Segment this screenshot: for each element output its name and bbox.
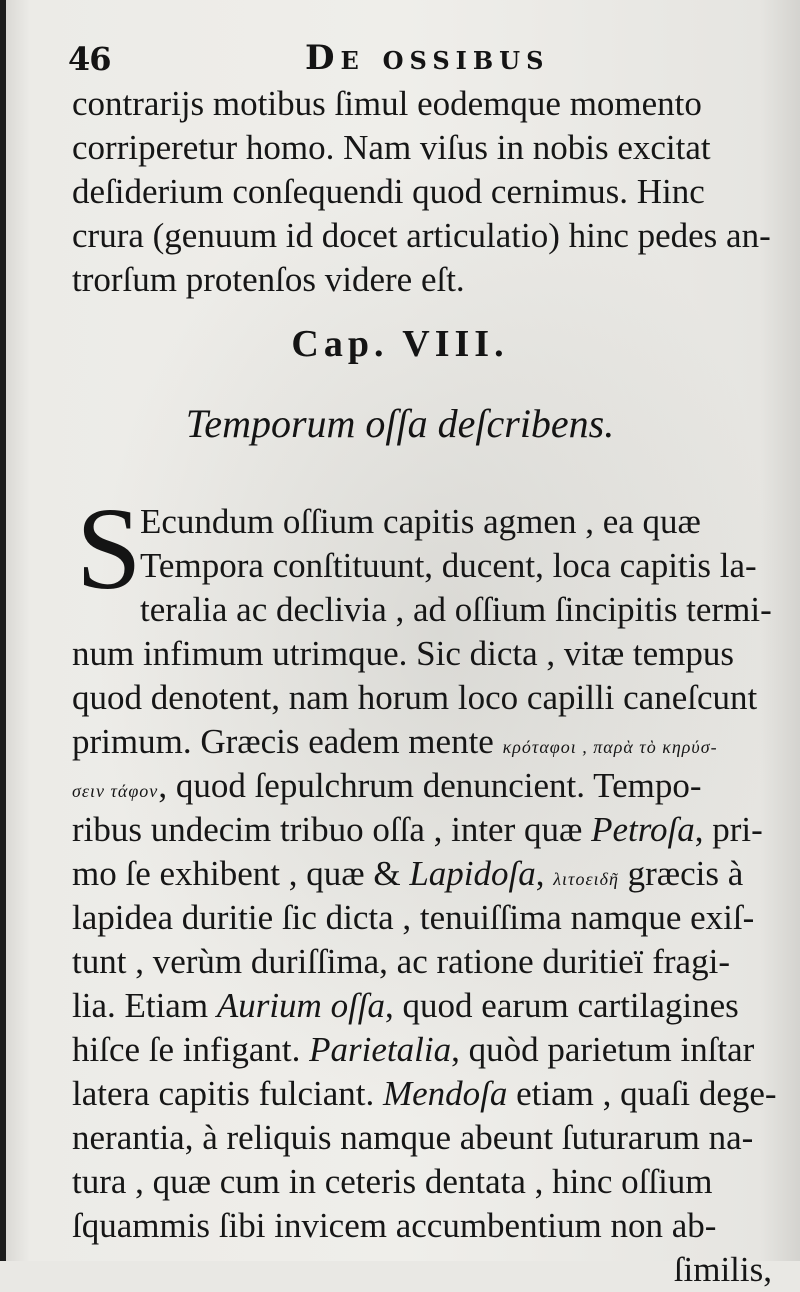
greek-text: λιτοειδῆ xyxy=(553,869,619,889)
text-run: , quod earum cartilagines xyxy=(385,986,739,1025)
term-petrosa: Petroſa xyxy=(591,810,695,849)
text-line: deſiderium conſequendi quod cernimus. Hinc xyxy=(72,172,705,211)
text-line xyxy=(72,764,772,808)
term-aurium: Aurium oſſa xyxy=(216,986,386,1025)
text-line: ſquammis ſibi invicem accumbentium non ab- xyxy=(72,1206,717,1245)
text-run: hiſce ſe infigant. xyxy=(72,1030,310,1069)
text-line: contrarijs motibus ſimul eodemque momento xyxy=(72,84,702,123)
text-run: , pri- xyxy=(694,810,763,849)
greek-text: κρόταφοι , παρὰ τὸ κηρύσ- xyxy=(502,737,718,757)
text-run: latera capitis fulciant. xyxy=(72,1074,383,1113)
text-line: Ecundum oſſium capitis agmen , ea quæ xyxy=(140,502,701,541)
chapter-heading: Cap. VIII. xyxy=(291,323,509,365)
text-line xyxy=(72,984,772,1028)
text-line xyxy=(72,1072,777,1116)
text-run: etiam , quaſi dege- xyxy=(507,1074,777,1113)
text-run: , quòd parietum inſtar xyxy=(451,1030,755,1069)
term-parietalia: Parietalia xyxy=(309,1030,452,1069)
text-line: nerantia, à reliquis namque abeunt ſuturarum na- xyxy=(72,1118,754,1157)
text-line: tura , quæ cum in ceteris dentata , hinc oſſium xyxy=(72,1162,713,1201)
text-line xyxy=(72,808,772,852)
running-head xyxy=(68,28,768,84)
term-mendosa: Mendoſa xyxy=(382,1074,508,1113)
text-run: lia. Etiam xyxy=(72,986,217,1025)
chapter-paragraph xyxy=(72,500,777,1292)
page-edge-shadow xyxy=(0,0,6,1261)
text-line: mo ſe exhibent , quæ & Lapidoſa, λιτοειδῆ græcis à xyxy=(72,854,744,893)
top-text-block xyxy=(72,82,772,302)
text-run: mo ſe exhibent , quæ & xyxy=(72,854,410,893)
text-run: primum. Græcis eadem mente xyxy=(72,722,494,761)
chapter-subtitle: Temporum oſſa deſcribens. xyxy=(185,401,615,446)
text-line: ſimilis, xyxy=(673,1250,772,1289)
text-line: teralia ac declivia , ad oſſium ſincipitis termi- xyxy=(140,590,772,629)
page-number: 46 xyxy=(68,40,111,78)
text-line xyxy=(72,720,772,764)
text-run: græcis à xyxy=(618,854,744,893)
text-line: num infimum utrimque. Sic dicta , vitæ tempus xyxy=(72,634,735,673)
running-title: De ossibus xyxy=(305,38,550,78)
text-line: Tempora conſtituunt, ducent, loca capitis la- xyxy=(140,546,757,585)
drop-cap: S xyxy=(76,483,142,614)
text-line: lapidea duritie ſic dicta , tenuiſſima namque exiſ- xyxy=(72,898,755,937)
text-line: trorſum protenſos videre eſt. xyxy=(72,260,465,299)
text-line: tunt , verùm duriſſima, ac ratione duritieï fragi- xyxy=(72,942,730,981)
text-run: ribus undecim tribuo oſſa , inter quæ xyxy=(72,810,583,849)
text-line: crura (genuum id docet articulatio) hinc pedes an- xyxy=(72,216,771,255)
text-line: corriperetur homo. Nam viſus in nobis excitat xyxy=(72,128,711,167)
term-lapidosa: Lapidoſa xyxy=(409,854,536,893)
text-run: , quod ſepulchrum denuncient. Tempo- xyxy=(158,766,702,805)
greek-text: σειν τάφον xyxy=(72,781,159,801)
text-line xyxy=(72,1028,772,1072)
text-line: quod denotent, nam horum loco capilli caneſcunt xyxy=(72,678,758,717)
